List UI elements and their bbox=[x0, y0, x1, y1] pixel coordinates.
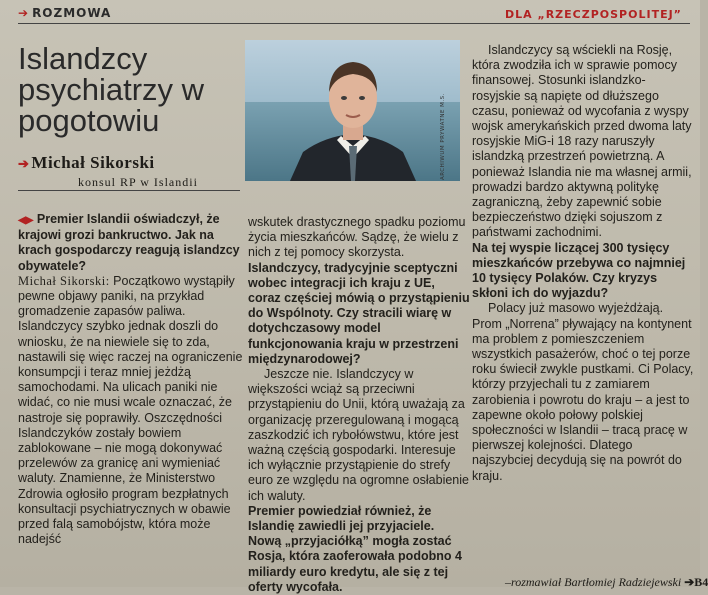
rubric-label: ROZMOWA bbox=[32, 6, 112, 20]
author-block bbox=[18, 153, 243, 190]
top-rule bbox=[18, 23, 690, 24]
question-2: Islandczycy, tradycyjnie sceptyczni wobec integracji ich kraju z UE, coraz częściej mówią o przystąpieniu do Wspólnoty. Czy stracili wiarę w dotychczasowy model funkcjonowania kraju w przestrzeni międzynarodowej? bbox=[248, 260, 470, 366]
author-divider bbox=[18, 190, 240, 191]
answer-1-continued: wskutek drastycznego spadku poziomu życia mieszkańców. Sądzę, że wielu z nich z tej pomocy skorzysta. bbox=[248, 215, 466, 260]
answer-speaker: Michał Sikorski: bbox=[18, 273, 110, 288]
interviewer-byline bbox=[505, 575, 708, 590]
answer-1-text: Początkowo wystąpiły pewne objawy paniki, na przykład gromadzenie zapasów paliwa. Islandczycy szybko jednak doszli do wniosku, że na niewiele się to zda, nastawili się więc raczej na ograniczenie konsumpcji i teraz mniej jeżdżą samochodami. Na ulicach paniki nie widać, co nie musi wcale oznaczać, że nastroje się poprawiły. Oszczędności Islandczyków zostały bowiem zablokowane – nie mogą dokonywać przelewów za granicę ani wymieniać waluty. Znamienne, że Ministerstwo Zdrowia ogłosiło program bezpłatnych konsultacji psychiatrycznych w obawie przed falą samobójstw, która może nadejść bbox=[18, 273, 243, 547]
question-3: Premier powiedział również, że Islandię zawiedli jej przyjaciele. Nową „przyjaciółką” mogła zostać Rosja, która zaoferowała podobno 4 miliardy euro kredytu, ale się z tej oferty wycofała. bbox=[248, 503, 462, 594]
arrow-bullet-icon: ➔ bbox=[18, 156, 30, 171]
question-1 bbox=[18, 212, 243, 274]
interviewer-name: Bartłomiej Radziejewski bbox=[564, 575, 682, 589]
section-rubric bbox=[18, 6, 111, 20]
question-marker-icon: ◀▶ bbox=[18, 215, 34, 226]
interview-label: –rozmawiał bbox=[505, 575, 562, 589]
answer-3: Islandczycy są wściekli na Rosję, która zwodziła ich w sprawie pomocy finansowej. Stosunki islandzko-rosyjskie są napięte od dłuższego czasu, ponieważ od wycofania z wyspy wojsk amerykańskich przed dwoma laty rosyjskie MiG-i 18 razy naruszyły islandzką przestrzeń powietrzną. A ponieważ Islandia nie ma własnej armii, prowadzi bardzo aktywną politykę zagraniczną, żeby zapewnić sobie bezpieczeństwo dzięki sojuszom z państwami zachodnimi. bbox=[472, 43, 692, 240]
author-role: konsul RP w Islandii bbox=[78, 175, 198, 189]
answer-2: Jeszcze nie. Islandczycy w większości wciąż są przeciwni przystąpieniu do Unii, którą uważają za organizację przeregulowaną i mogącą zaszkodzić ich rybołówstwu, które jest ważną częścią gospodarki. Interesuje ich wyłącznie przystąpienie do strefy euro ze względu na ogromne osłabienie ich waluty. bbox=[248, 367, 469, 503]
arrow-bullet-icon: ➔ bbox=[18, 6, 30, 20]
question-4: Na tej wyspie liczącej 300 tysięcy mieszkańców przebywa co najmniej 10 tysięcy Polaków. Czy kryzys skłoni ich do wyjazdu? bbox=[472, 240, 686, 301]
portrait-eye-left bbox=[341, 96, 347, 100]
page-reference: ➔B4 bbox=[684, 575, 708, 589]
author-name bbox=[18, 153, 243, 173]
column-middle bbox=[248, 215, 470, 595]
page-reference-text: B4 bbox=[694, 575, 708, 589]
answer-1 bbox=[18, 274, 243, 548]
column-right bbox=[472, 43, 694, 484]
question-1-text: Premier Islandii oświadczył, że krajowi grozi bankructwo. Jak na krach gospodarczy reagują islandzcy obywatele? bbox=[18, 212, 240, 273]
source-label: DLA „RZECZPOSPOLITEJ” bbox=[505, 8, 682, 21]
photo-credit: ARCHIWUM PRYWATNE M.S. bbox=[440, 93, 446, 180]
portrait-eye-right bbox=[359, 96, 365, 100]
author-photo bbox=[245, 40, 460, 181]
article-title: Islandzcy psychiatrzy w pogotowiu bbox=[18, 41, 205, 138]
column-left bbox=[18, 212, 243, 547]
author-name-text: Michał Sikorski bbox=[31, 153, 155, 172]
answer-4: Polacy już masowo wyjeżdżają. Prom „Norrena” pływający na kontynent ma problem z pomieszczeniem wszystkich pasażerów, choć o tej porze roku świecił zwykle pustkami. Ci Polacy, którzy przyjechali tu z zamiarem zarobienia i powrotu do kraju – a jest to zapewne około połowy polskiej społeczności w Islandii – tracą pracę w pierwszej kolejności. Dlatego najszybciej decydują się na powrót do kraju. bbox=[472, 301, 694, 483]
portrait-illustration bbox=[245, 40, 460, 181]
